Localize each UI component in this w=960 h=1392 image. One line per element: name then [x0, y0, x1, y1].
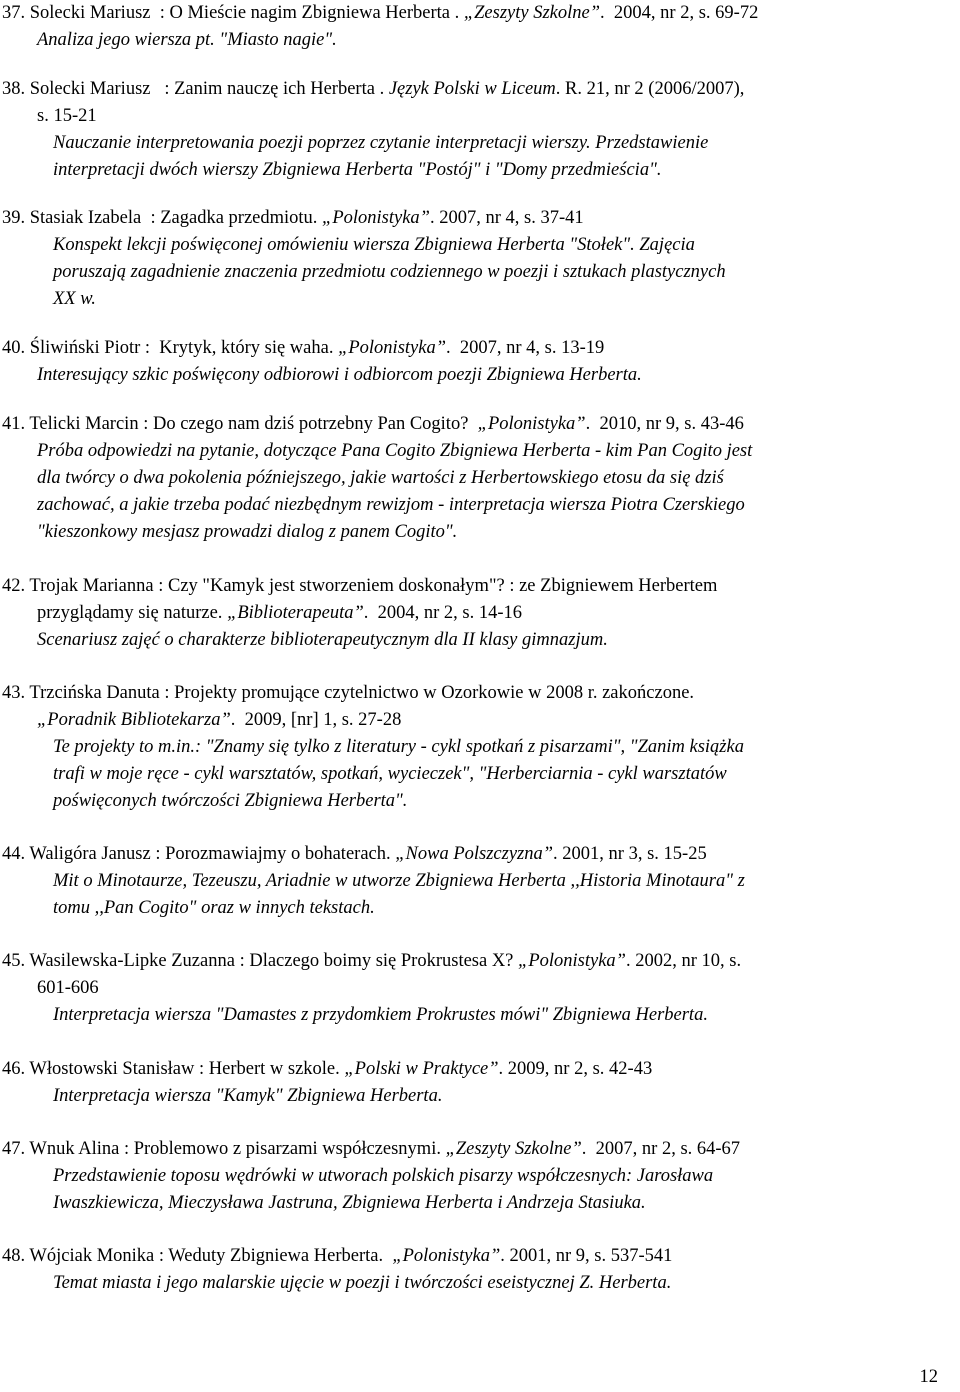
entry-39-annotation: Konspekt lekcji poświęconej omówieniu wiersza Zbigniewa Herberta "Stołek". Zajęcia [53, 235, 695, 255]
entry-39-annotation: XX w. [53, 289, 96, 309]
entry-38-annotation: interpretacji dwóch wierszy Zbigniewa Herberta "Postój" i "Domy przedmieścia". [53, 160, 662, 180]
entry-39-header: 39. Stasiak Izabela : Zagadka przedmiotu. „Polonistyka”. 2007, nr 4, s. 37-41 [2, 208, 584, 228]
entry-46-header: 46. Włostowski Stanisław : Herbert w szkole. „Polski w Praktyce”. 2009, nr 2, s. 42-43 [2, 1059, 653, 1079]
entry-48-header: 48. Wójciak Monika : Weduty Zbigniewa Herberta. „Polonistyka”. 2001, nr 9, s. 537-541 [2, 1246, 673, 1266]
entry-43-header: 43. Trzcińska Danuta : Projekty promujące czytelnictwo w Ozorkowie w 2008 r. zakończone. [2, 683, 695, 703]
entry-43-source: „Poradnik Bibliotekarza”. 2009, [nr] 1, s. 27-28 [37, 710, 402, 730]
entry-42-header: 42. Trojak Marianna : Czy "Kamyk jest stworzeniem doskonałym"? : ze Zbigniewem Herbertem [2, 576, 718, 596]
entry-38-pages: s. 15-21 [37, 106, 97, 126]
entry-37-annotation: Analiza jego wiersza pt. "Miasto nagie". [37, 30, 337, 50]
entry-38-annotation: Nauczanie interpretowania poezji poprzez czytanie interpretacji wierszy. Przedstawienie [53, 133, 709, 153]
entry-42-annotation: Scenariusz zajęć o charakterze biblioterapeutycznym dla II klasy gimnazjum. [37, 630, 608, 650]
entry-40-header: 40. Śliwiński Piotr : Krytyk, który się waha. „Polonistyka”. 2007, nr 4, s. 13-19 [2, 338, 605, 358]
entry-45-header: 45. Wasilewska-Lipke Zuzanna : Dlaczego boimy się Prokrustesa X? „Polonistyka”. 2002, nr 10, s. [2, 951, 742, 971]
entry-44-header: 44. Waligóra Janusz : Porozmawiajmy o bohaterach. „Nowa Polszczyzna”. 2001, nr 3, s. 15-25 [2, 844, 707, 864]
entry-43-annotation: poświęconych twórczości Zbigniewa Herberta". [53, 791, 408, 811]
entry-47-annotation: Iwaszkiewicza, Mieczysława Jastruna, Zbigniewa Herberta i Andrzeja Stasiuka. [53, 1193, 646, 1213]
entry-41-annotation: "kieszonkowy mesjasz prowadzi dialog z panem Cogito". [37, 522, 458, 542]
entry-37-header: 37. Solecki Mariusz : O Mieście nagim Zbigniewa Herberta . „Zeszyty Szkolne”. 2004, nr 2, s. 69-72 [2, 3, 759, 23]
entry-47-header: 47. Wnuk Alina : Problemowo z pisarzami współczesnymi. „Zeszyty Szkolne”. 2007, nr 2, s. 64-67 [2, 1139, 741, 1159]
entry-46-annotation: Interpretacja wiersza "Kamyk" Zbigniewa Herberta. [53, 1086, 443, 1106]
entry-38-header: 38. Solecki Mariusz : Zanim nauczę ich Herberta . Język Polski w Liceum. R. 21, nr 2 (2006/2007), [2, 79, 745, 99]
entry-48-annotation: Temat miasta i jego malarskie ujęcie w poezji i twórczości eseistycznej Z. Herberta. [53, 1273, 672, 1293]
page-number: 12 [919, 1367, 938, 1387]
entry-41-annotation: zachować, a jakie trzeba podać niezbędnym rewizjom - interpretacja wiersza Piotra Czerskiego [37, 495, 745, 515]
entry-39-annotation: poruszają zagadnienie znaczenia przedmiotu codziennego w poezji i sztukach plastycznych [53, 262, 726, 282]
entry-43-annotation: Te projekty to m.in.: "Znamy się tylko z literatury - cykl spotkań z pisarzami", "Zanim książka [53, 737, 744, 757]
entry-43-annotation: trafi w moje ręce - cykl warsztatów, spotkań, wycieczek", "Herberciarnia - cykl warsztatów [53, 764, 727, 784]
entry-41-header: 41. Telicki Marcin : Do czego nam dziś potrzebny Pan Cogito? „Polonistyka”. 2010, nr 9, s. 43-46 [2, 414, 744, 434]
entry-44-annotation: tomu ,,Pan Cogito" oraz w innych tekstach. [53, 898, 375, 918]
entry-40-annotation: Interesujący szkic poświęcony odbiorowi i odbiorcom poezji Zbigniewa Herberta. [37, 365, 642, 385]
entry-47-annotation: Przedstawienie toposu wędrówki w utworach polskich pisarzy współczesnych: Jarosława [53, 1166, 714, 1186]
entry-45-pages: 601-606 [37, 978, 99, 998]
entry-41-annotation: Próba odpowiedzi na pytanie, dotyczące Pana Cogito Zbigniewa Herberta - kim Pan Cogito jest [37, 441, 753, 461]
entry-44-annotation: Mit o Minotaurze, Tezeuszu, Ariadnie w utworze Zbigniewa Herberta ,,Historia Minotaura" z [53, 871, 745, 891]
entry-41-annotation: dla twórcy o dwa pokolenia późniejszego, jakie wartości z Herbertowskiego etosu da się dziś [37, 468, 724, 488]
entry-42-source: przyglądamy się naturze. „Biblioterapeuta”. 2004, nr 2, s. 14-16 [37, 603, 523, 623]
entry-45-annotation: Interpretacja wiersza "Damastes z przydomkiem Prokrustes mówi" Zbigniewa Herberta. [53, 1005, 708, 1025]
